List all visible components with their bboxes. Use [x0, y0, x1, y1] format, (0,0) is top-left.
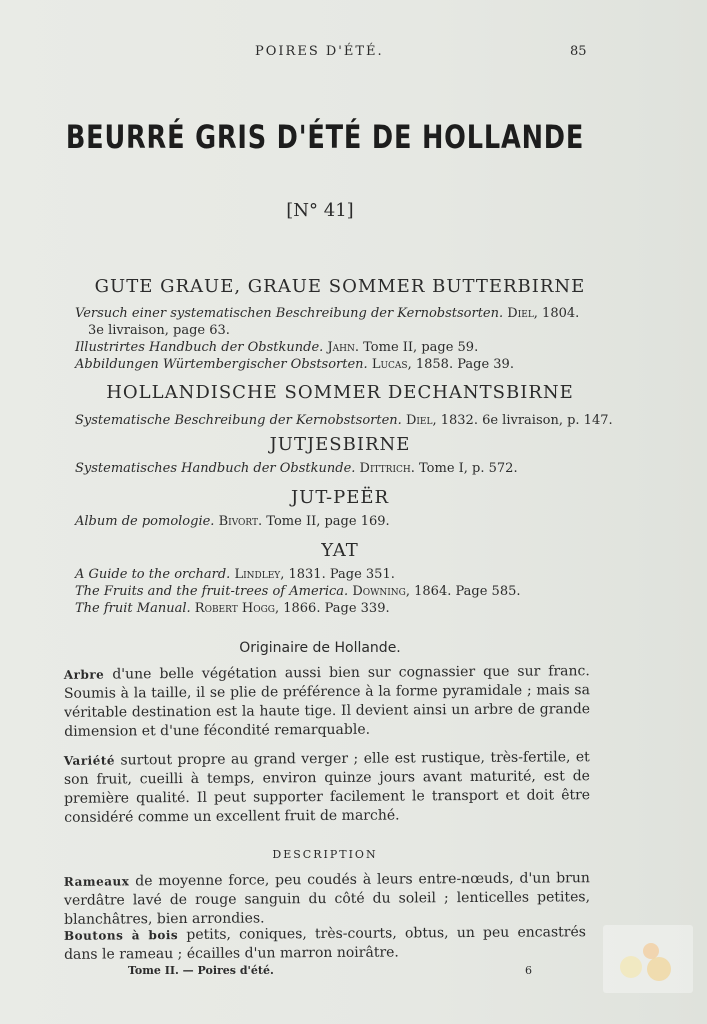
- reference-line: [75, 567, 615, 582]
- reference-work: Systematisches Handbuch der Obstkunde.: [75, 461, 356, 476]
- page-number: 85: [570, 44, 587, 59]
- watermark-icon: [603, 925, 693, 993]
- reference-detail: . Tome II, page 59.: [354, 340, 479, 355]
- description-heading: DESCRIPTION: [272, 848, 378, 861]
- reference-author: Lucas: [371, 357, 408, 372]
- reference-detail: . Tome I, p. 572.: [410, 461, 518, 476]
- reference-author: Downing: [352, 584, 406, 599]
- reference-work: Album de pomologie.: [75, 514, 215, 529]
- paragraph-arbre: [64, 662, 591, 742]
- running-head: [0, 44, 707, 64]
- reference-work: Systematische Beschreibung der Kernobstsorten.: [75, 413, 402, 428]
- reference-detail: , 1804.: [533, 306, 580, 321]
- fruit-number: [N° 41]: [286, 200, 354, 221]
- reference-detail: , 1831. Page 351.: [280, 567, 395, 582]
- paragraph-lead: Variété: [63, 753, 116, 768]
- reference-line: [88, 323, 628, 338]
- reference-detail: , 1832. 6e livraison, p. 147.: [432, 413, 613, 428]
- reference-author: Bivort: [218, 514, 259, 529]
- synonym-heading: JUTJESBIRNE: [269, 434, 411, 455]
- synonym-heading: HOLLANDISCHE SOMMER DECHANTSBIRNE: [106, 382, 574, 403]
- footer-volume: Tome II. — Poires d'été.: [128, 964, 274, 977]
- reference-line: [75, 514, 615, 529]
- reference-line: [75, 461, 615, 476]
- reference-work: The fruit Manual.: [75, 601, 191, 616]
- reference-work: Illustrirtes Handbuch der Obstkunde.: [75, 340, 324, 355]
- reference-detail: , 1864. Page 585.: [405, 584, 521, 599]
- paragraph-text: d'une belle végétation aussi bien sur cognassier que sur franc. Soumis à la taille, il se plie de préférence à la forme pyramidale ; mais sa véritable destination est la haute tige. Il devient ainsi un arbre de grande dimension et d'une fécondité remarquable.: [63, 663, 591, 740]
- paragraph-lead: Arbre: [63, 667, 105, 682]
- synonym-heading: JUT-PEËR: [290, 487, 390, 508]
- footer-signature: 6: [525, 964, 532, 977]
- reference-line: [75, 413, 615, 428]
- reference-author: Dittrich: [359, 461, 411, 476]
- reference-work: A Guide to the orchard.: [75, 567, 231, 582]
- reference-author: Jahn: [327, 340, 355, 355]
- reference-line: [75, 357, 615, 372]
- reference-author: Robert Hogg: [194, 601, 275, 616]
- synonym-heading: GUTE GRAUE, GRAUE SOMMER BUTTERBIRNE: [94, 276, 586, 297]
- reference-line: [75, 584, 615, 599]
- synonym-heading: YAT: [321, 540, 359, 561]
- paragraph-text: petits, coniques, très-courts, obtus, un peu encastrés dans le rameau ; écailles d'un marron noirâtre.: [64, 924, 586, 963]
- reference-work: The Fruits and the fruit-trees of America.: [75, 584, 349, 599]
- reference-line: [75, 306, 615, 321]
- reference-detail: . Tome II, page 169.: [258, 514, 390, 529]
- paragraph-variete: [64, 748, 591, 828]
- reference-detail: , 1866. Page 339.: [274, 601, 390, 616]
- reference-work: Abbildungen Würtembergischer Obstsorten.: [75, 357, 368, 372]
- origin-line: Originaire de Hollande.: [239, 640, 401, 656]
- running-title: POIRES D'ÉTÉ.: [255, 44, 384, 59]
- reference-work: Versuch einer systematischen Beschreibung der Kernobstsorten.: [75, 306, 504, 321]
- paragraph-text: de moyenne force, peu coudés à leurs entre-nœuds, d'un brun verdâtre lavé de rouge sanguin du côté du soleil ; lenticelles petites, blanchâtres, bien arrondies.: [63, 870, 591, 928]
- reference-detail: 3e livraison, page 63.: [88, 323, 230, 338]
- paragraph-lead: Boutons à bois: [63, 928, 179, 943]
- page-title: BEURRÉ GRIS D'ÉTÉ DE HOLLANDE: [65, 118, 585, 156]
- reference-author: Diel: [507, 306, 534, 321]
- reference-line: [75, 340, 615, 355]
- reference-detail: , 1858. Page 39.: [407, 357, 514, 372]
- page-footer: [0, 964, 707, 980]
- paragraph-text: surtout propre au grand verger ; elle est rustique, très-fertile, et son fruit, cueilli à temps, environ quinze jours avant maturité, est de première qualité. Il peut supporter facilement le transport et doit être considéré comme un excellent fruit de marché.: [63, 749, 591, 826]
- pear-icon: [603, 925, 693, 993]
- paragraph-boutons: [64, 923, 586, 965]
- reference-author: Diel: [405, 413, 433, 428]
- reference-line: [75, 601, 615, 616]
- reference-author: Lindley: [234, 567, 281, 582]
- paragraph-rameaux: [64, 869, 590, 930]
- paragraph-lead: Rameaux: [63, 874, 130, 889]
